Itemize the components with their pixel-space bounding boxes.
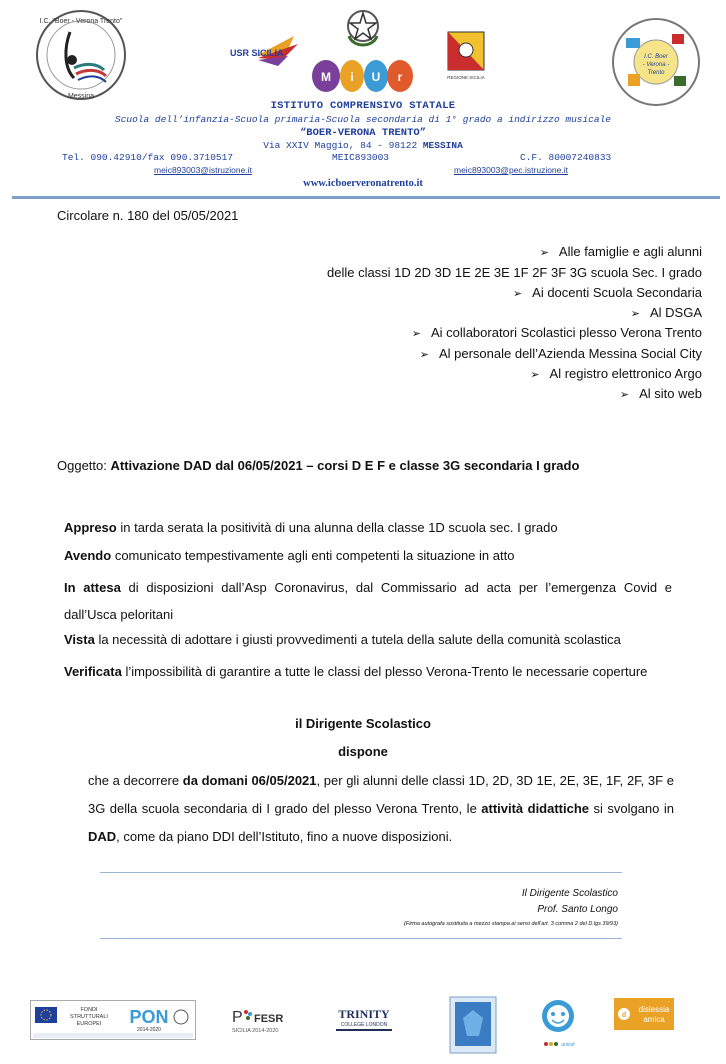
website-link[interactable]: www.icboerveronatrento.it <box>303 178 423 189</box>
signature-name: Prof. Santo Longo <box>537 904 618 915</box>
school-title: ISTITUTO COMPRENSIVO STATALE <box>270 100 456 112</box>
svg-text:M: M <box>321 70 331 84</box>
premise-keyword: In attesa <box>64 580 121 595</box>
recipient-text: delle classi 1D 2D 3D 1E 2E 3E 1F 2F 3F 3G scuola Sec. I grado <box>326 265 702 280</box>
premise-keyword: Avendo <box>64 548 112 563</box>
decision-paragraph <box>88 767 674 851</box>
logo-left-top-text: I.C. "Boer - Verona Trento" <box>39 18 123 25</box>
tel-fax: Tel. 090.42910/fax 090.3710517 <box>62 152 234 163</box>
signature-role: Il Dirigente Scolastico <box>521 888 618 899</box>
recipient-item <box>513 285 702 300</box>
school-address <box>0 140 726 151</box>
pon-years: 2014-2020 <box>137 1027 161 1033</box>
subject-label: Oggetto: <box>57 458 111 473</box>
email-link[interactable]: meic893003@istruzione.it <box>154 165 252 175</box>
premise-keyword: Verificata <box>64 664 122 679</box>
recipient-item <box>620 386 702 401</box>
dislessia-amica-logo <box>614 998 674 1030</box>
usr-sicilia-logo <box>228 30 300 72</box>
premise-in-attesa <box>64 574 672 628</box>
svg-text:STRUTTURALI: STRUTTURALI <box>70 1014 108 1020</box>
school-name: “BOER-VERONA TRENTO” <box>299 127 427 139</box>
decision-text: , per gli alunni delle classi 1D, 2D, 3D 1E, 2E, 3E, 1F, 2F, 3F e 3G della scuola secondaria di I grado del plesso Verona Trento, le <box>88 773 674 816</box>
svg-text:d: d <box>621 1012 627 1019</box>
dislessia-label: dislessia <box>638 1005 670 1014</box>
decision-text: che a decorrere <box>88 773 183 788</box>
premise-text: comunicato tempestivamente agli enti competenti la situazione in atto <box>111 548 515 563</box>
recipient-text: Al DSGA <box>649 305 702 320</box>
fesr-logo <box>230 1004 296 1036</box>
regione-label: REGIONE SICILIA <box>447 75 485 80</box>
recipient-text: Ai collaboratori Scolastici plesso Verona Trento <box>431 325 702 340</box>
decision-bold: da domani 06/05/2021 <box>182 773 317 788</box>
svg-text:unicef: unicef <box>561 1042 575 1048</box>
recipient-item <box>412 325 702 340</box>
premise-avendo <box>64 546 672 566</box>
scuola-amica-poster <box>449 996 497 1054</box>
header-divider <box>12 196 720 199</box>
miur-logo <box>312 56 416 94</box>
premise-appreso <box>64 518 672 538</box>
recipient-text: Alle famiglie e agli alunni <box>558 244 702 259</box>
pon-banner <box>30 1000 196 1040</box>
svg-text:- Verona -: - Verona - <box>642 62 670 68</box>
school-logo-left <box>34 8 128 102</box>
svg-text:r: r <box>397 70 403 84</box>
dispone-heading: dispone <box>338 744 388 759</box>
svg-text:I.C. Boer: I.C. Boer <box>644 54 668 60</box>
arrow-bullet-icon: ➢ <box>530 369 540 381</box>
arrow-bullet-icon: ➢ <box>419 349 429 361</box>
fesr-sub: SICILIA 2014-2020 <box>232 1028 279 1034</box>
signature-top-rule <box>100 872 622 873</box>
subject-line <box>57 458 579 473</box>
decision-bold: DAD <box>88 829 117 844</box>
dirigente-heading: il Dirigente Scolastico <box>295 716 431 731</box>
signature-bottom-rule <box>100 938 622 939</box>
school-code: MEIC893003 <box>332 152 390 163</box>
city-text: MESSINA <box>422 140 463 151</box>
school-subtitle: Scuola dell’infanzia-Scuola primaria-Scuola secondaria di 1° grado a indirizzo musicale <box>115 114 611 125</box>
premise-keyword: Vista <box>64 632 95 647</box>
recipient-text: Al sito web <box>639 386 702 401</box>
recipient-item <box>327 265 702 280</box>
amica-label: amica <box>643 1015 665 1024</box>
premise-text: l’impossibilità di garantire a tutte le classi del plesso Verona-Trento le necessarie coperture <box>121 664 648 679</box>
arrow-bullet-icon: ➢ <box>512 288 523 300</box>
recipient-text: Ai docenti Scuola Secondaria <box>532 285 702 300</box>
arrow-bullet-icon: ➢ <box>539 247 549 259</box>
fesr-label: FESR <box>254 1013 284 1025</box>
circolare-number: Circolare n. 180 del 05/05/2021 <box>57 208 239 223</box>
svg-text:P: P <box>232 1009 243 1026</box>
recipient-item <box>420 346 702 361</box>
premise-text: in tarda serata la positività di una alunna della classe 1D scuola sec. I grado <box>116 520 558 535</box>
recipient-item <box>540 244 702 259</box>
trinity-sub: COLLEGE LONDON <box>340 1022 388 1028</box>
arrow-bullet-icon: ➢ <box>630 308 640 320</box>
signature-note: (Firma autografa sostituita a mezzo stampa ai sensi dell’art. 3 comma 2 del D.lgs 39/93) <box>404 921 618 927</box>
svg-text:i: i <box>350 70 354 84</box>
repubblica-emblem <box>343 6 383 52</box>
subject-text: Attivazione DAD dal 06/05/2021 – corsi D E F e classe 3G secondaria I grado <box>110 458 580 473</box>
decision-bold: attività didattiche <box>481 801 590 816</box>
premise-vista <box>64 630 672 650</box>
address-text: Via XXIV Maggio, 84 - 98122 <box>263 140 418 151</box>
regione-sicilia-logo <box>444 30 488 82</box>
recipient-text: Al personale dell’Azienda Messina Social City <box>438 346 702 361</box>
unicef-badge <box>538 998 578 1052</box>
usr-label: USR SICILIA <box>230 48 284 58</box>
decision-text: si svolgano in <box>589 801 674 816</box>
pon-label: PON <box>129 1007 169 1027</box>
recipient-item <box>530 366 702 381</box>
premise-text: la necessità di adottare i giusti provvedimenti a tutela della salute della comunità scolastica <box>94 632 621 647</box>
recipient-item <box>631 305 702 320</box>
school-logo-right <box>610 16 702 108</box>
fiscal-code: C.F. 80007240833 <box>520 152 612 163</box>
trinity-logo <box>330 1004 398 1034</box>
premise-verificata <box>64 658 672 686</box>
svg-text:FONDI: FONDI <box>80 1007 98 1013</box>
premise-text: di disposizioni dall’Asp Coronavirus, dal Commissario ad acta per l’emergenza Covid e dall’Usca peloritani <box>64 580 672 622</box>
svg-text:U: U <box>371 70 381 84</box>
arrow-bullet-icon: ➢ <box>411 328 422 340</box>
svg-text:EUROPEI: EUROPEI <box>76 1021 102 1027</box>
logo-left-bottom-text: Messina <box>67 93 95 100</box>
premise-keyword: Appreso <box>64 520 117 535</box>
svg-text:Trento: Trento <box>647 70 665 76</box>
pec-link[interactable]: meic893003@pec.istruzione.it <box>454 165 568 175</box>
decision-text: , come da piano DDI dell’Istituto, fino a nuove disposizioni. <box>116 829 453 844</box>
recipient-text: Al registro elettronico Argo <box>549 366 702 381</box>
arrow-bullet-icon: ➢ <box>619 389 630 401</box>
trinity-label: TRINITY <box>338 1007 390 1021</box>
